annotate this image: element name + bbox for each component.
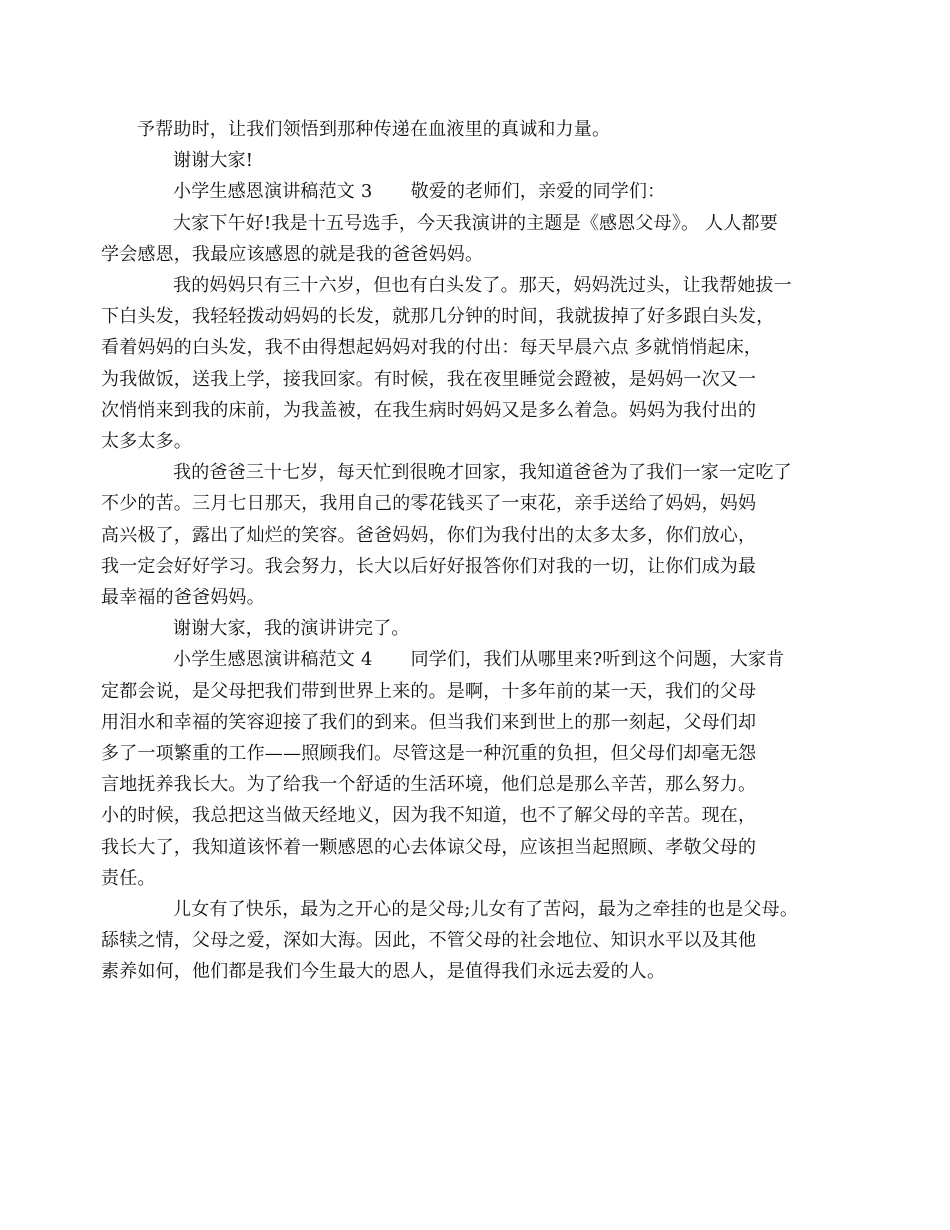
text-line: 我一定会好好学习。我会努力，长大以后好好报答你们对我的一切，让你们成为最 (101, 555, 757, 577)
text-line: 我长大了，我知道该怀着一颗感恩的心去体谅父母，应该担当起照顾、孝敬父母的 (101, 836, 757, 858)
text-line: 太多太多。 (101, 431, 192, 453)
text-line (137, 644, 827, 675)
text-line: 次悄悄来到我的床前，为我盖被，在我生病时妈妈又是多么着急。妈妈为我付出的 (101, 399, 757, 421)
text-line: 不少的苦。三月七日那天，我用自己的零花钱买了一束花，亲手送给了妈妈，妈妈 (101, 493, 757, 515)
text-line: 多了一项繁重的工作——照顾我们。尽管这是一种沉重的负担，但父母们却毫无怨 (101, 743, 757, 765)
text-line: 谢谢大家，我的演讲讲完了。 (173, 618, 410, 640)
text-line: 高兴极了，露出了灿烂的笑容。爸爸妈妈，你们为我付出的太多太多，你们放心， (101, 524, 757, 546)
paragraph-7 (137, 613, 827, 644)
text-line: 素养如何，他们都是我们今生最大的恩人，是值得我们永远去爱的人。 (101, 961, 666, 983)
text-line: 舔犊之情，父母之爱，深如大海。因此，不管父母的社会地位、知识水平以及其他 (101, 930, 757, 952)
text-line: 责任。 (101, 867, 156, 889)
text-line (137, 176, 827, 207)
text-line: 最幸福的爸爸妈妈。 (101, 587, 265, 609)
text-segment: 敬爱的老师们，亲爱的同学们： (410, 181, 666, 203)
text-line: 大家下午好!我是十五号选手，今天我演讲的主题是《感恩父母》。 人人都要 (173, 212, 778, 234)
text-line: 学会感恩，我最应该感恩的就是我的爸爸妈妈。 (101, 243, 484, 265)
text-line: 我的妈妈只有三十六岁，但也有白头发了。那天，妈妈洗过头，让我帮她拔一 (173, 275, 792, 297)
text-line: 予帮助时，让我们领悟到那种传递在血液里的真诚和力量。 (137, 119, 611, 140)
paragraph-6 (101, 457, 827, 613)
document-body (101, 114, 827, 988)
text-line: 谢谢大家! (173, 150, 254, 172)
text-line: 下白头发，我轻轻拨动妈妈的长发，就那几分钟的时间，我就拔掉了好多跟白头发， (101, 306, 775, 328)
text-line: 言地抚养我长大。为了给我一个舒适的生活环境，他们总是那么辛苦，那么努力。 (101, 774, 757, 796)
paragraph-1 (137, 114, 827, 145)
paragraph-2 (137, 145, 827, 176)
text-segment: 同学们，我们从哪里来?听到这个问题，大家肯 (410, 649, 785, 671)
section-heading: 小学生感恩演讲稿范文 3 (173, 181, 373, 203)
section-heading: 小学生感恩演讲稿范文 4 (173, 649, 373, 671)
paragraph-8 (101, 644, 827, 894)
text-line: 用泪水和幸福的笑容迎接了我们的到来。但当我们来到世上的那一刻起，父母们却 (101, 711, 757, 733)
text-line: 定都会说，是父母把我们带到世界上来的。是啊，十多年前的某一天，我们的父母 (101, 680, 757, 702)
paragraph-5 (101, 270, 827, 457)
text-line: 儿女有了快乐，最为之开心的是父母;儿女有了苦闷，最为之牵挂的也是父母。 (173, 899, 799, 921)
text-line: 为我做饭，送我上学，接我回家。有时候，我在夜里睡觉会蹬被，是妈妈一次又一 (101, 368, 757, 390)
text-line: 小的时候，我总把这当做天经地义，因为我不知道，也不了解父母的辛苦。现在， (101, 805, 757, 827)
paragraph-3 (137, 176, 827, 207)
paragraph-4 (101, 208, 827, 270)
text-line: 我的爸爸三十七岁，每天忙到很晚才回家，我知道爸爸为了我们一家一定吃了 (173, 462, 792, 484)
paragraph-9 (101, 894, 827, 988)
text-line: 看着妈妈的白头发，我不由得想起妈妈对我的付出：每天早晨六点 多就悄悄起床， (101, 337, 763, 359)
